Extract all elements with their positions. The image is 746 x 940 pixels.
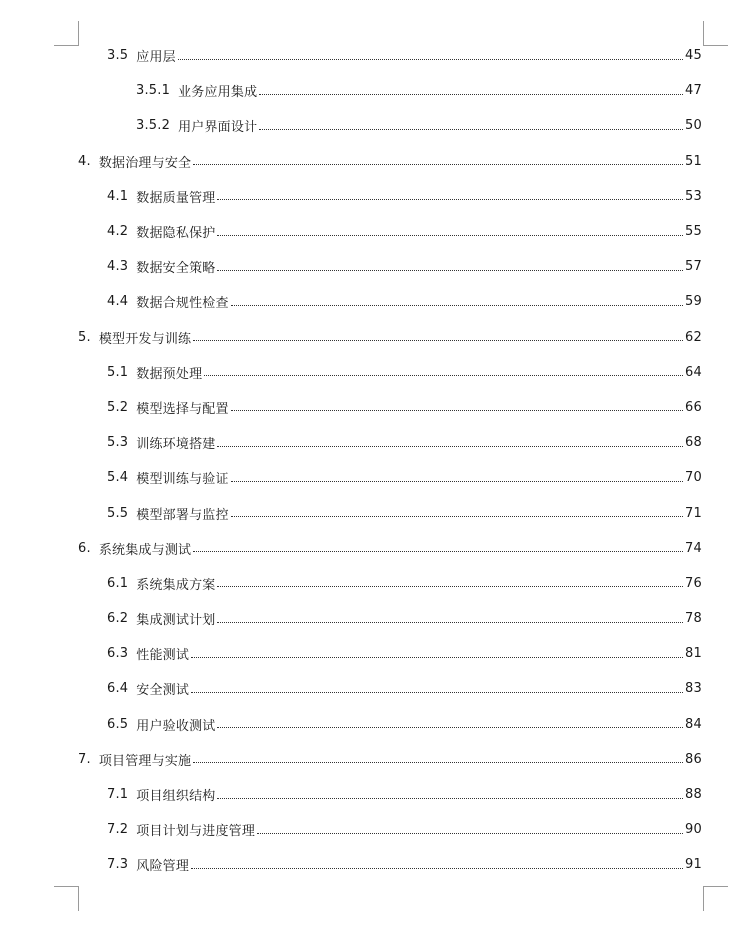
toc-entry-number: 5. xyxy=(78,329,91,345)
toc-entry-title: 数据合规性检查 xyxy=(136,296,229,312)
toc-entry-title: 数据质量管理 xyxy=(136,190,216,206)
toc-dot-leader xyxy=(193,163,683,165)
toc-dot-leader xyxy=(178,58,683,60)
toc-entry-page-number: 51 xyxy=(685,153,702,169)
toc-dot-leader xyxy=(231,409,683,411)
toc-entry-page-number: 45 xyxy=(685,48,702,64)
toc-dot-leader xyxy=(217,198,683,200)
toc-dot-leader xyxy=(217,797,683,799)
toc-entry-title: 风险管理 xyxy=(136,859,190,875)
toc-entry[interactable] xyxy=(0,495,746,530)
toc-entry[interactable] xyxy=(0,425,746,460)
toc-entry[interactable] xyxy=(0,38,746,73)
toc-entry[interactable] xyxy=(0,531,746,566)
toc-entry-page-number: 59 xyxy=(685,294,702,310)
crop-mark-bottom-right xyxy=(703,886,728,911)
toc-entry-page-number: 84 xyxy=(685,716,702,732)
toc-entry-page-number: 91 xyxy=(685,857,702,873)
toc-entry-title: 数据预处理 xyxy=(136,366,203,382)
toc-entry-number: 4.4 xyxy=(107,294,129,310)
toc-entry-page-number: 78 xyxy=(685,611,702,627)
toc-entry-title: 训练环境搭建 xyxy=(136,437,216,453)
toc-entry-page-number: 53 xyxy=(685,188,702,204)
toc-entry-page-number: 88 xyxy=(685,787,702,803)
toc-entry-page-number: 71 xyxy=(685,505,702,521)
toc-entry-page-number: 70 xyxy=(685,470,702,486)
toc-dot-leader xyxy=(191,867,683,869)
toc-entry[interactable] xyxy=(0,742,746,777)
toc-entry-title: 用户界面设计 xyxy=(178,120,258,136)
toc-entry-number: 4.2 xyxy=(107,224,129,240)
toc-entry-page-number: 90 xyxy=(685,822,702,838)
toc-entry-number: 6.4 xyxy=(107,681,129,697)
toc-entry-number: 7. xyxy=(78,751,91,767)
toc-dot-leader xyxy=(231,515,683,517)
toc-entry[interactable] xyxy=(0,707,746,742)
toc-entry[interactable] xyxy=(0,249,746,284)
toc-entry-number: 6.5 xyxy=(107,716,129,732)
toc-entry-title: 项目组织结构 xyxy=(136,789,216,805)
toc-entry-number: 3.5.1 xyxy=(136,83,171,99)
toc-entry-title: 系统集成与测试 xyxy=(98,542,192,558)
toc-entry-title: 模型部署与监控 xyxy=(136,507,229,523)
table-of-contents xyxy=(0,38,746,883)
toc-dot-leader xyxy=(217,585,683,587)
toc-dot-leader xyxy=(217,726,683,728)
toc-entry-number: 5.5 xyxy=(107,505,129,521)
toc-entry-page-number: 64 xyxy=(685,364,702,380)
toc-entry-page-number: 83 xyxy=(685,681,702,697)
toc-entry[interactable] xyxy=(0,284,746,319)
toc-entry[interactable] xyxy=(0,179,746,214)
toc-dot-leader xyxy=(259,93,683,95)
toc-entry-number: 6.2 xyxy=(107,611,129,627)
toc-dot-leader xyxy=(257,832,683,834)
toc-entry[interactable] xyxy=(0,847,746,882)
toc-dot-leader xyxy=(259,128,683,130)
toc-entry-page-number: 62 xyxy=(685,329,702,345)
toc-entry-title: 安全测试 xyxy=(136,683,190,699)
toc-entry-title: 性能测试 xyxy=(136,648,190,664)
toc-entry-number: 3.5.2 xyxy=(136,118,171,134)
toc-entry-title: 应用层 xyxy=(136,50,176,66)
toc-entry[interactable] xyxy=(0,144,746,179)
toc-entry[interactable] xyxy=(0,671,746,706)
toc-entry-title: 数据隐私保护 xyxy=(136,226,216,242)
toc-entry-title: 模型开发与训练 xyxy=(98,331,192,347)
toc-entry-page-number: 57 xyxy=(685,259,702,275)
toc-entry-title: 业务应用集成 xyxy=(178,85,258,101)
toc-dot-leader xyxy=(217,234,683,236)
toc-entry[interactable] xyxy=(0,320,746,355)
toc-entry[interactable] xyxy=(0,214,746,249)
toc-entry[interactable] xyxy=(0,460,746,495)
toc-entry-number: 4. xyxy=(78,153,91,169)
toc-entry-number: 6.1 xyxy=(107,575,129,591)
toc-entry[interactable] xyxy=(0,601,746,636)
toc-entry-page-number: 50 xyxy=(685,118,702,134)
toc-entry-page-number: 66 xyxy=(685,399,702,415)
toc-entry-page-number: 74 xyxy=(685,540,702,556)
toc-entry-page-number: 68 xyxy=(685,435,702,451)
toc-entry[interactable] xyxy=(0,73,746,108)
toc-entry-number: 6.3 xyxy=(107,646,129,662)
toc-entry-title: 模型选择与配置 xyxy=(136,401,229,417)
toc-entry[interactable] xyxy=(0,636,746,671)
toc-entry[interactable] xyxy=(0,812,746,847)
crop-mark-bottom-left xyxy=(54,886,79,911)
toc-entry-number: 5.1 xyxy=(107,364,129,380)
toc-entry[interactable] xyxy=(0,566,746,601)
toc-dot-leader xyxy=(204,374,683,376)
toc-entry-page-number: 86 xyxy=(685,751,702,767)
toc-entry-title: 用户验收测试 xyxy=(136,718,216,734)
toc-entry-page-number: 81 xyxy=(685,646,702,662)
toc-entry-number: 5.2 xyxy=(107,399,129,415)
toc-entry-number: 7.3 xyxy=(107,857,129,873)
toc-entry-title: 数据安全策略 xyxy=(136,261,216,277)
toc-entry[interactable] xyxy=(0,390,746,425)
toc-entry-title: 系统集成方案 xyxy=(136,577,216,593)
toc-entry-title: 数据治理与安全 xyxy=(98,155,192,171)
toc-entry-page-number: 55 xyxy=(685,224,702,240)
toc-entry-number: 3.5 xyxy=(107,48,129,64)
toc-dot-leader xyxy=(231,480,683,482)
toc-dot-leader xyxy=(193,550,683,552)
toc-entry[interactable] xyxy=(0,777,746,812)
toc-entry-title: 模型训练与验证 xyxy=(136,472,229,488)
toc-dot-leader xyxy=(191,691,683,693)
toc-entry-number: 4.3 xyxy=(107,259,129,275)
toc-dot-leader xyxy=(217,269,683,271)
toc-dot-leader xyxy=(217,621,683,623)
toc-entry-number: 5.4 xyxy=(107,470,129,486)
toc-entry-page-number: 47 xyxy=(685,83,702,99)
toc-dot-leader xyxy=(191,656,683,658)
toc-entry-page-number: 76 xyxy=(685,575,702,591)
toc-entry-number: 5.3 xyxy=(107,435,129,451)
toc-entry[interactable] xyxy=(0,355,746,390)
toc-entry-number: 4.1 xyxy=(107,188,129,204)
toc-dot-leader xyxy=(231,304,683,306)
toc-entry-number: 7.1 xyxy=(107,787,129,803)
toc-entry-number: 7.2 xyxy=(107,822,129,838)
toc-entry-title: 项目计划与进度管理 xyxy=(136,824,256,840)
toc-dot-leader xyxy=(193,339,683,341)
toc-entry-title: 项目管理与实施 xyxy=(98,753,192,769)
toc-dot-leader xyxy=(193,761,683,763)
toc-entry[interactable] xyxy=(0,108,746,143)
toc-entry-number: 6. xyxy=(78,540,91,556)
toc-entry-title: 集成测试计划 xyxy=(136,613,216,629)
toc-dot-leader xyxy=(217,445,683,447)
